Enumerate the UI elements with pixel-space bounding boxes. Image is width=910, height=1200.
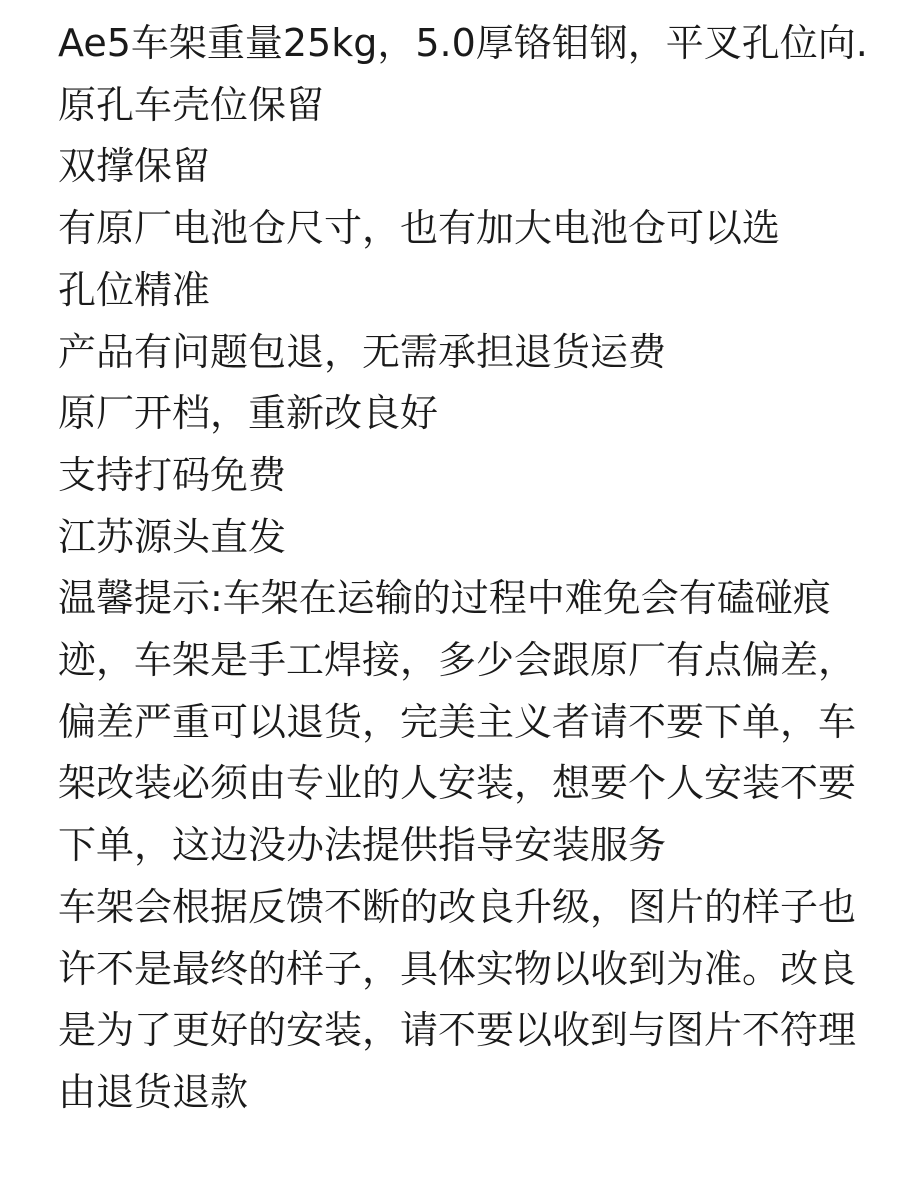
spec-original-spacing: 原厂开档，重新改良好 — [58, 391, 439, 436]
notice-line: 偏差严重可以退货，完美主义者请不要下单，车 — [58, 699, 857, 744]
spec-return-policy: 产品有问题包退，无需承担退货运费 — [58, 329, 667, 374]
spec-free-engraving: 支持打码免费 — [58, 452, 287, 497]
upgrade-paragraph — [58, 877, 858, 1124]
spec-shipping-origin: 江苏源头直发 — [58, 514, 287, 559]
spec-weight-material: Ae5车架重量25kg，5.0厚铬钼钢，平叉孔位向. — [58, 21, 868, 65]
spec-original-holes: 原孔车壳位保留 — [58, 82, 325, 127]
spec-battery-compartment: 有原厂电池仓尺寸，也有加大电池仓可以选 — [58, 206, 781, 251]
upgrade-line: 是为了更好的安装，请不要以收到与图片不符理 — [58, 1008, 857, 1053]
upgrade-line: 车架会根据反馈不断的改良升级，图片的样子也 — [58, 884, 857, 929]
upgrade-line: 由退货退款 — [58, 1069, 249, 1114]
spec-hole-precision: 孔位精准 — [58, 267, 211, 312]
upgrade-line: 许不是最终的样子，具体实物以收到为准。改良 — [58, 946, 857, 991]
spec-double-stand: 双撑保留 — [58, 144, 211, 189]
notice-paragraph — [58, 568, 858, 877]
notice-line: 下单，这边没办法提供指导安装服务 — [58, 823, 667, 868]
notice-line: 架改装必须由专业的人安装，想要个人安装不要 — [58, 761, 857, 806]
notice-line: 温馨提示:车架在运输的过程中难免会有磕碰痕 — [58, 576, 831, 621]
product-description — [58, 13, 868, 1124]
notice-line: 迹，车架是手工焊接，多少会跟原厂有点偏差， — [58, 638, 857, 683]
